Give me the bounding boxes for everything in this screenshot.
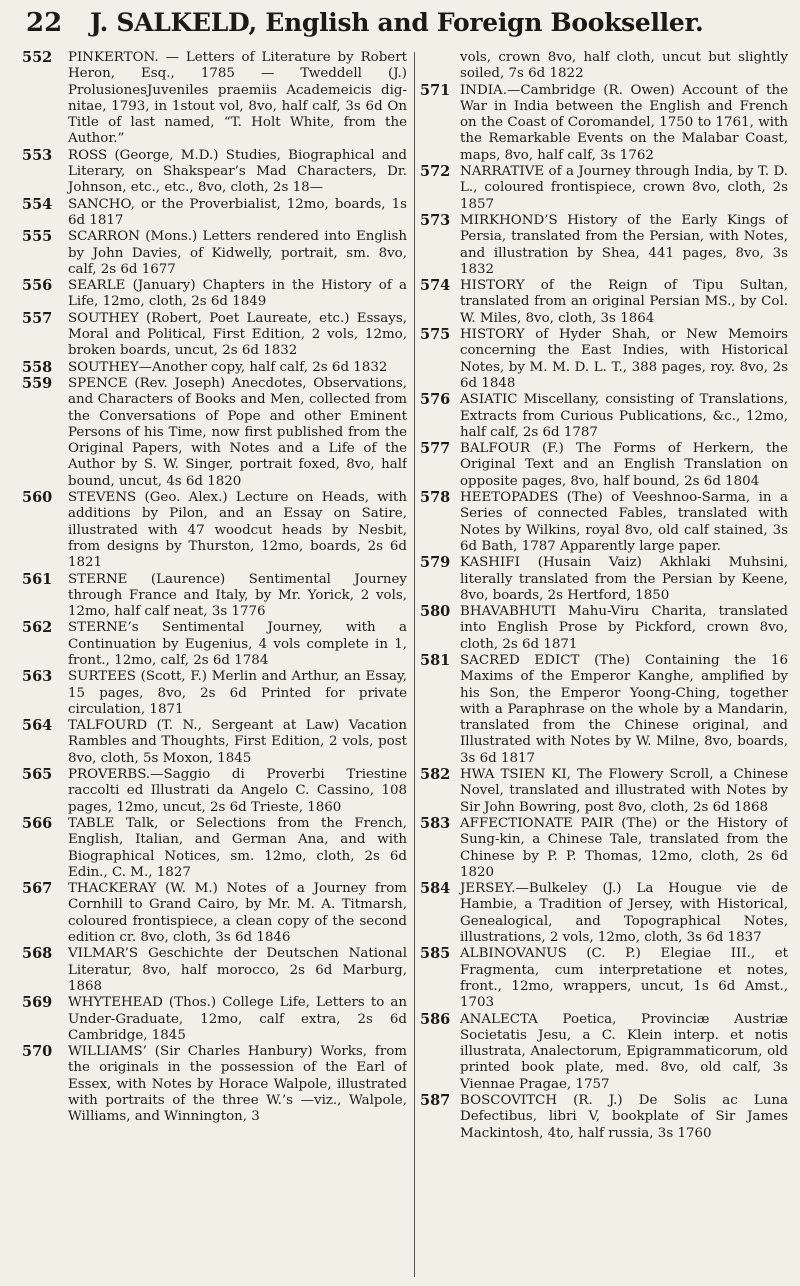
entry-text: KASHIFI (Husain Vaiz) Akhlaki Muhsini, literally translated from the Persian by Keene, 8vo, boards, 2s Hertford, 1850 — [460, 555, 788, 603]
column-divider — [414, 52, 415, 1277]
entry-number: 563 — [22, 668, 53, 686]
right-column — [420, 50, 788, 1280]
entry-number: 573 — [420, 211, 451, 229]
entry-text: ALBINOVANUS (C. P.) Elegiae III., et Fragmenta, cum interpretatione et notes, front., 12mo, wrappers, uncut, 1s 6d Amst., 1703 — [460, 946, 788, 1011]
entry-text: THACKERAY (W. M.) Notes of a Journey from Cornhill to Grand Cairo, by Mr. M. A. Titmarsh, coloured frontispiece, a clean copy of the second edition cr. 8vo, cloth, 3s 6d 1846 — [68, 881, 407, 946]
catalogue-entry — [22, 50, 407, 148]
entry-text: INDIA.—Cambridge (R. Owen) Account of the War in India between the English and French on the Coast of Coromandel, 1750 to 1761, with the Remarkable Events on the Malabar Coast, maps, 8vo, half calf, 3s 1762 — [460, 82, 788, 163]
entry-number: 555 — [22, 228, 53, 246]
running-title: J. SALKELD, English and Foreign Bookseller. — [90, 8, 704, 37]
entry-text: WILLIAMS’ (Sir Charles Hanbury) Works, from the originals in the possession of the Earl of Essex, with Notes by Horace Walpole, illustrated with portraits of the three W.’s —viz., Walpole, Williams, and Winnington, 3 — [68, 1044, 407, 1125]
entry-text: PINKERTON. — Letters of Literature by Robert Heron, Esq., 1785 — Tweddell (J.) ProlusionesJuveniles praemiis Academeicis dig-nitae, 1793, in 1stout vol, 8vo, half calf, 3s 6d On Title of last named, “T. Holt White, from the Author.” — [68, 50, 407, 147]
entry-number: 565 — [22, 766, 53, 784]
catalogue-entry — [420, 213, 788, 278]
entry-number: 587 — [420, 1092, 451, 1109]
entry-text: BALFOUR (F.) The Forms of Herkern, the Original Text and an English Translation on opposite pages, 8vo, half bound, 2s 6d 1804 — [460, 441, 788, 489]
catalogue-entry — [22, 148, 407, 197]
entry-number: 568 — [22, 945, 53, 963]
entry-text: HISTORY of the Reign of Tipu Sultan, translated from an original Persian MS., by Col. W. Miles, 8vo, cloth, 3s 1864 — [460, 278, 788, 326]
catalogue-entry — [420, 164, 788, 213]
catalogue-entry — [22, 376, 407, 490]
entry-text: SCARRON (Mons.) Letters rendered into English by John Davies, of Kidwelly, portrait, sm. 8vo, calf, 2s 6d 1677 — [68, 229, 407, 277]
entry-number: 569 — [22, 994, 53, 1012]
catalogue-entry — [22, 620, 407, 669]
entry-number: 561 — [22, 570, 53, 588]
entry-number: 583 — [420, 814, 451, 832]
entry-number: 554 — [22, 195, 53, 213]
entry-text: ROSS (George, M.D.) Studies, Biographical and Literary, on Shakspear’s Mad Characters, Dr. Johnson, etc., etc., 8vo, cloth, 2s 18— — [68, 147, 407, 196]
catalogue-entry — [22, 311, 407, 360]
catalogue-entry — [22, 229, 407, 278]
entry-text: STERNE’s Sentimental Journey, with a Continuation by Eugenius, 4 vols complete in 1, front., 12mo, calf, 2s 6d 1784 — [68, 620, 407, 668]
entry-text: HWA TSIEN KI, The Flowery Scroll, a Chinese Novel, translated and illustrated with Notes by Sir John Bowring, post 8vo, cloth, 2s 6d 1868 — [460, 767, 788, 815]
entry-number: 572 — [420, 163, 451, 181]
catalogue-entry — [22, 572, 407, 621]
entry-number: 577 — [420, 440, 451, 458]
entry-number: 581 — [420, 651, 451, 669]
catalogue-entry — [420, 50, 788, 83]
entry-text: HISTORY of Hyder Shah, or New Memoirs concerning the East Indies, with Historical Notes, by M. M. D. L. T., 388 pages, roy. 8vo, 2s 6d 1848 — [460, 327, 788, 391]
page-number: 22 — [26, 8, 63, 38]
entry-number: 567 — [22, 880, 53, 898]
catalogue-entry — [420, 327, 788, 392]
entry-number: 562 — [22, 619, 53, 637]
entry-number: 566 — [22, 814, 53, 832]
catalogue-entry — [420, 392, 788, 441]
entry-number: 556 — [22, 277, 53, 295]
catalogue-entry — [22, 995, 407, 1044]
entry-number: 559 — [22, 374, 53, 392]
entry-text: MIRKHOND’S History of the Early Kings of Persia, translated from the Persian, with Notes, and illustration by Shea, 441 pages, 8vo, 3s 1832 — [460, 212, 788, 277]
catalogue-entry — [420, 490, 788, 555]
entry-text: STEVENS (Geo. Alex.) Lecture on Heads, with additions by Pilon, and an Essay on Satire, illustrated with 47 woodcut heads by Nesbit, from designs by Thurston, 12mo, boards, 2s 6d 1821 — [68, 490, 407, 571]
entry-number: 558 — [22, 358, 53, 376]
entry-number: 582 — [420, 766, 451, 784]
catalogue-entry — [420, 767, 788, 816]
catalogue-entry — [22, 946, 407, 995]
entry-number: 579 — [420, 554, 451, 572]
entry-text: STERNE (Laurence) Sentimental Journey through France and Italy, by Mr. Yorick, 2 vols, 12mo, half calf neat, 3s 1776 — [68, 571, 407, 620]
catalogue-entry — [22, 360, 407, 376]
entry-number: 553 — [22, 146, 53, 164]
catalogue-entry — [22, 1044, 407, 1125]
catalogue-entry — [22, 718, 407, 767]
entry-text: SOUTHEY—Another copy, half calf, 2s 6d 1832 — [68, 359, 388, 375]
page-header — [26, 6, 786, 46]
entry-text: SOUTHEY (Robert, Poet Laureate, etc.) Essays, Moral and Political, First Edition, 2 vols, 12mo, broken boards, uncut, 2s 6d 1832 — [68, 310, 407, 359]
entry-text: TABLE Talk, or Selections from the French, English, Italian, and German Ana, and with Biographical Notices, sm. 12mo, cloth, 2s 6d Edin., C. M., 1827 — [68, 815, 407, 880]
entry-number: 576 — [420, 391, 451, 409]
entry-text: BOSCOVITCH (R. J.) De Solis ac Luna Defectibus, libri V, bookplate of Sir James Mackintosh, 4to, half russia, 3s 1760 — [460, 1093, 788, 1141]
catalogue-entry — [420, 604, 788, 653]
catalogue-entry — [420, 555, 788, 604]
entry-number: 580 — [420, 603, 451, 621]
entry-text: vols, crown 8vo, half cloth, uncut but slightly soiled, 7s 6d 1822 — [460, 50, 788, 82]
catalogue-entry — [22, 881, 407, 946]
catalogue-entry — [420, 881, 788, 946]
entry-number: 571 — [420, 81, 451, 99]
catalogue-entry — [420, 278, 788, 327]
catalogue-entry — [22, 669, 407, 718]
entry-number: 574 — [420, 277, 451, 295]
entry-text: PROVERBS.—Saggio di Proverbi Triestine raccolti ed Illustrati da Angelo C. Cassino, 108 pages, 12mo, uncut, 2s 6d Trieste, 1860 — [68, 767, 407, 815]
entry-text: TALFOURD (T. N., Sergeant at Law) Vacation Rambles and Thoughts, First Edition, 2 vols, post 8vo, cloth, 5s Moxon, 1845 — [68, 718, 407, 766]
entry-number: 575 — [420, 326, 451, 344]
entry-text: BHAVABHUTI Mahu-Viru Charita, translated into English Prose by Pickford, crown 8vo, cloth, 2s 6d 1871 — [460, 604, 788, 652]
catalogue-entry — [420, 441, 788, 490]
catalogue-entry — [22, 278, 407, 311]
entry-number: 586 — [420, 1010, 451, 1028]
entry-text: SURTEES (Scott, F.) Merlin and Arthur, an Essay, 15 pages, 8vo, 2s 6d Printed for private circulation, 1871 — [68, 669, 407, 717]
catalogue-entry — [420, 946, 788, 1011]
entry-text: ANALECTA Poetica, Provinciæ Austriæ Societatis Jesu, a C. Klein interp. et notis illustrata, Analectorum, Epigrammaticorum, old printed book plate, med. 8vo, old calf, 3s Viennae Pragae, 1757 — [460, 1011, 788, 1092]
entry-text: SANCHO, or the Proverbialist, 12mo, boards, 1s 6d 1817 — [68, 196, 407, 228]
entry-text: VILMAR’S Geschichte der Deutschen National Literatur, 8vo, half morocco, 2s 6d Marburg, 1868 — [68, 946, 407, 994]
entry-number: 560 — [22, 489, 53, 507]
entry-number: 552 — [22, 50, 53, 66]
entry-number: 578 — [420, 489, 451, 507]
entry-text: SPENCE (Rev. Joseph) Anecdotes, Observations, and Characters of Books and Men, collected from the Conversations of Pope and other Eminent Persons of his Time, now first published from the Original Papers, with Notes and a Life of the Author by S. W. Singer, portrait foxed, 8vo, half bound, uncut, 4s 6d 1820 — [68, 375, 407, 489]
entry-text: JERSEY.—Bulkeley (J.) La Hougue vie de Hambie, a Tradition of Jersey, with Historical, Genealogical, and Topographical Notes, illustrations, 2 vols, 12mo, cloth, 3s 6d 1837 — [460, 881, 788, 946]
entry-number: 557 — [22, 309, 53, 327]
entry-text: SACRED EDICT (The) Containing the 16 Maxims of the Emperor Kanghe, amplified by his Son, the Emperor Yoong-Ching, together with a Paraphrase on the whole by a Mandarin, translated from the Chinese original, and Illustrated with Notes by W. Milne, 8vo, boards, 3s 6d 1817 — [460, 652, 788, 766]
catalogue-entry — [420, 1012, 788, 1093]
catalogue-entry — [22, 197, 407, 230]
catalogue-entry — [22, 767, 407, 816]
entry-number: 570 — [22, 1043, 53, 1061]
entry-text: SEARLE (January) Chapters in the History of a Life, 12mo, cloth, 2s 6d 1849 — [68, 278, 407, 310]
catalogue-entry — [420, 653, 788, 767]
entry-text: WHYTEHEAD (Thos.) College Life, Letters to an Under-Graduate, 12mo, calf extra, 2s 6d Cambridge, 1845 — [68, 995, 407, 1043]
entry-text: AFFECTIONATE PAIR (The) or the History of Sung-kin, a Chinese Tale, translated from the Chinese by P. P. Thomas, 12mo, cloth, 2s 6d 1820 — [460, 815, 788, 880]
catalogue-entry — [420, 83, 788, 164]
entry-text: HEETOPADES (The) of Veeshnoo-Sarma, in a Series of connected Fables, translated with Notes by Wilkins, royal 8vo, old calf stained, 3s 6d Bath, 1787 Apparently large paper. — [460, 490, 788, 554]
entry-number: 564 — [22, 717, 53, 735]
entry-text: ASIATIC Miscellany, consisting of Translations, Extracts from Curious Publications, &c., 12mo, half calf, 2s 6d 1787 — [460, 392, 788, 440]
catalogue-entry — [22, 490, 407, 571]
entry-number: 585 — [420, 945, 451, 963]
entry-text: NARRATIVE of a Journey through India, by T. D. L., coloured frontispiece, crown 8vo, cloth, 2s 1857 — [460, 164, 788, 212]
entry-number: 584 — [420, 880, 451, 898]
catalogue-entry — [420, 1093, 788, 1142]
catalogue-entry — [420, 816, 788, 881]
catalogue-entry — [22, 816, 407, 881]
left-column — [22, 50, 407, 1280]
